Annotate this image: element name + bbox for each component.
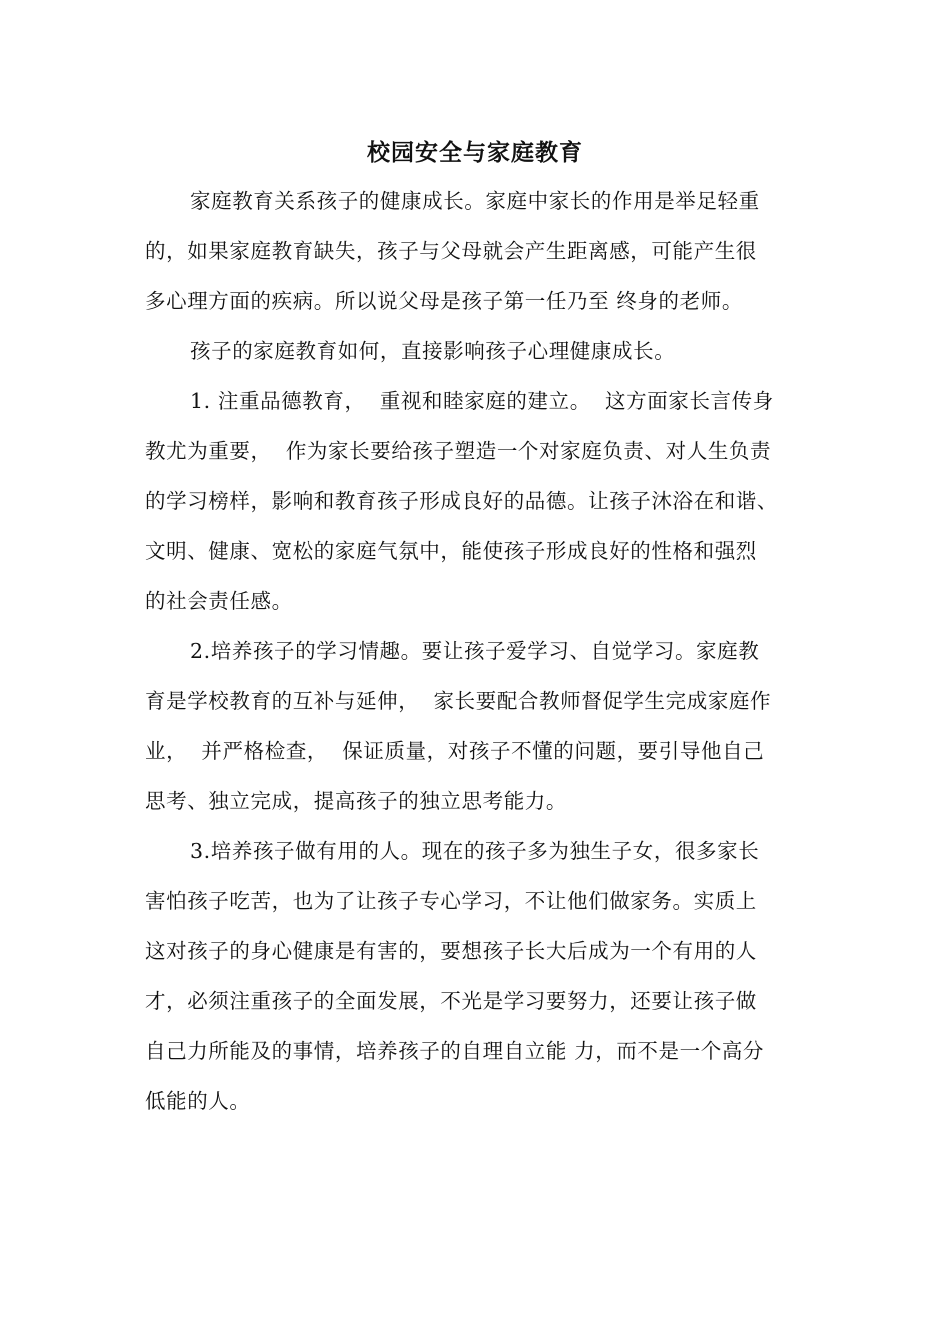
paragraph-line: 业， 并严格检查， 保证质量，对孩子不懂的问题，要引导他自己 — [145, 739, 765, 763]
paragraph-line: 害怕孩子吃苦，也为了让孩子专心学习，不让他们做家务。实质上 — [145, 889, 757, 913]
paragraph-line: 3.培养孩子做有用的人。现在的孩子多为独生子女，很多家长 — [190, 839, 760, 863]
paragraph-line: 低能的人。 — [145, 1089, 251, 1113]
paragraph-line: 的社会责任感。 — [145, 589, 293, 613]
paragraph-line: 这对孩子的身心健康是有害的，要想孩子长大后成为一个有用的人 — [145, 939, 757, 963]
paragraph-line: 的，如果家庭教育缺失，孩子与父母就会产生距离感，可能产生很 — [145, 239, 757, 263]
document-title: 校园安全与家庭教育 — [367, 139, 583, 166]
paragraph-line: 孩子的家庭教育如何，直接影响孩子心理健康成长。 — [190, 339, 676, 363]
paragraph-line: 家庭教育关系孩子的健康成长。家庭中家长的作用是举足轻重 — [190, 189, 760, 213]
paragraph-line: 2.培养孩子的学习情趣。要让孩子爱学习、自觉学习。家庭教 — [190, 639, 760, 663]
paragraph-line: 1. 注重品德教育， 重视和睦家庭的建立。 这方面家长言传身 — [190, 389, 774, 413]
paragraph-line: 育是学校教育的互补与延伸， 家长要配合教师督促学生完成家庭作 — [145, 689, 772, 713]
paragraph-line: 多心理方面的疾病。所以说父母是孩子第一任乃至 终身的老师。 — [145, 289, 743, 313]
paragraph-line: 教尤为重要， 作为家长要给孩子塑造一个对家庭负责、对人生负责 — [145, 439, 772, 463]
paragraph-line: 自己力所能及的事情，培养孩子的自理自立能 力，而不是一个高分 — [145, 1039, 765, 1063]
paragraph-line: 思考、独立完成，提高孩子的独立思考能力。 — [145, 789, 567, 813]
paragraph-line: 文明、健康、宽松的家庭气氛中，能使孩子形成良好的性格和强烈 — [145, 539, 757, 563]
paragraph-line: 才，必须注重孩子的全面发展，不光是学习要努力，还要让孩子做 — [145, 989, 757, 1013]
paragraph-line: 的学习榜样，影响和教育孩子形成良好的品德。让孩子沐浴在和谐、 — [145, 489, 778, 513]
